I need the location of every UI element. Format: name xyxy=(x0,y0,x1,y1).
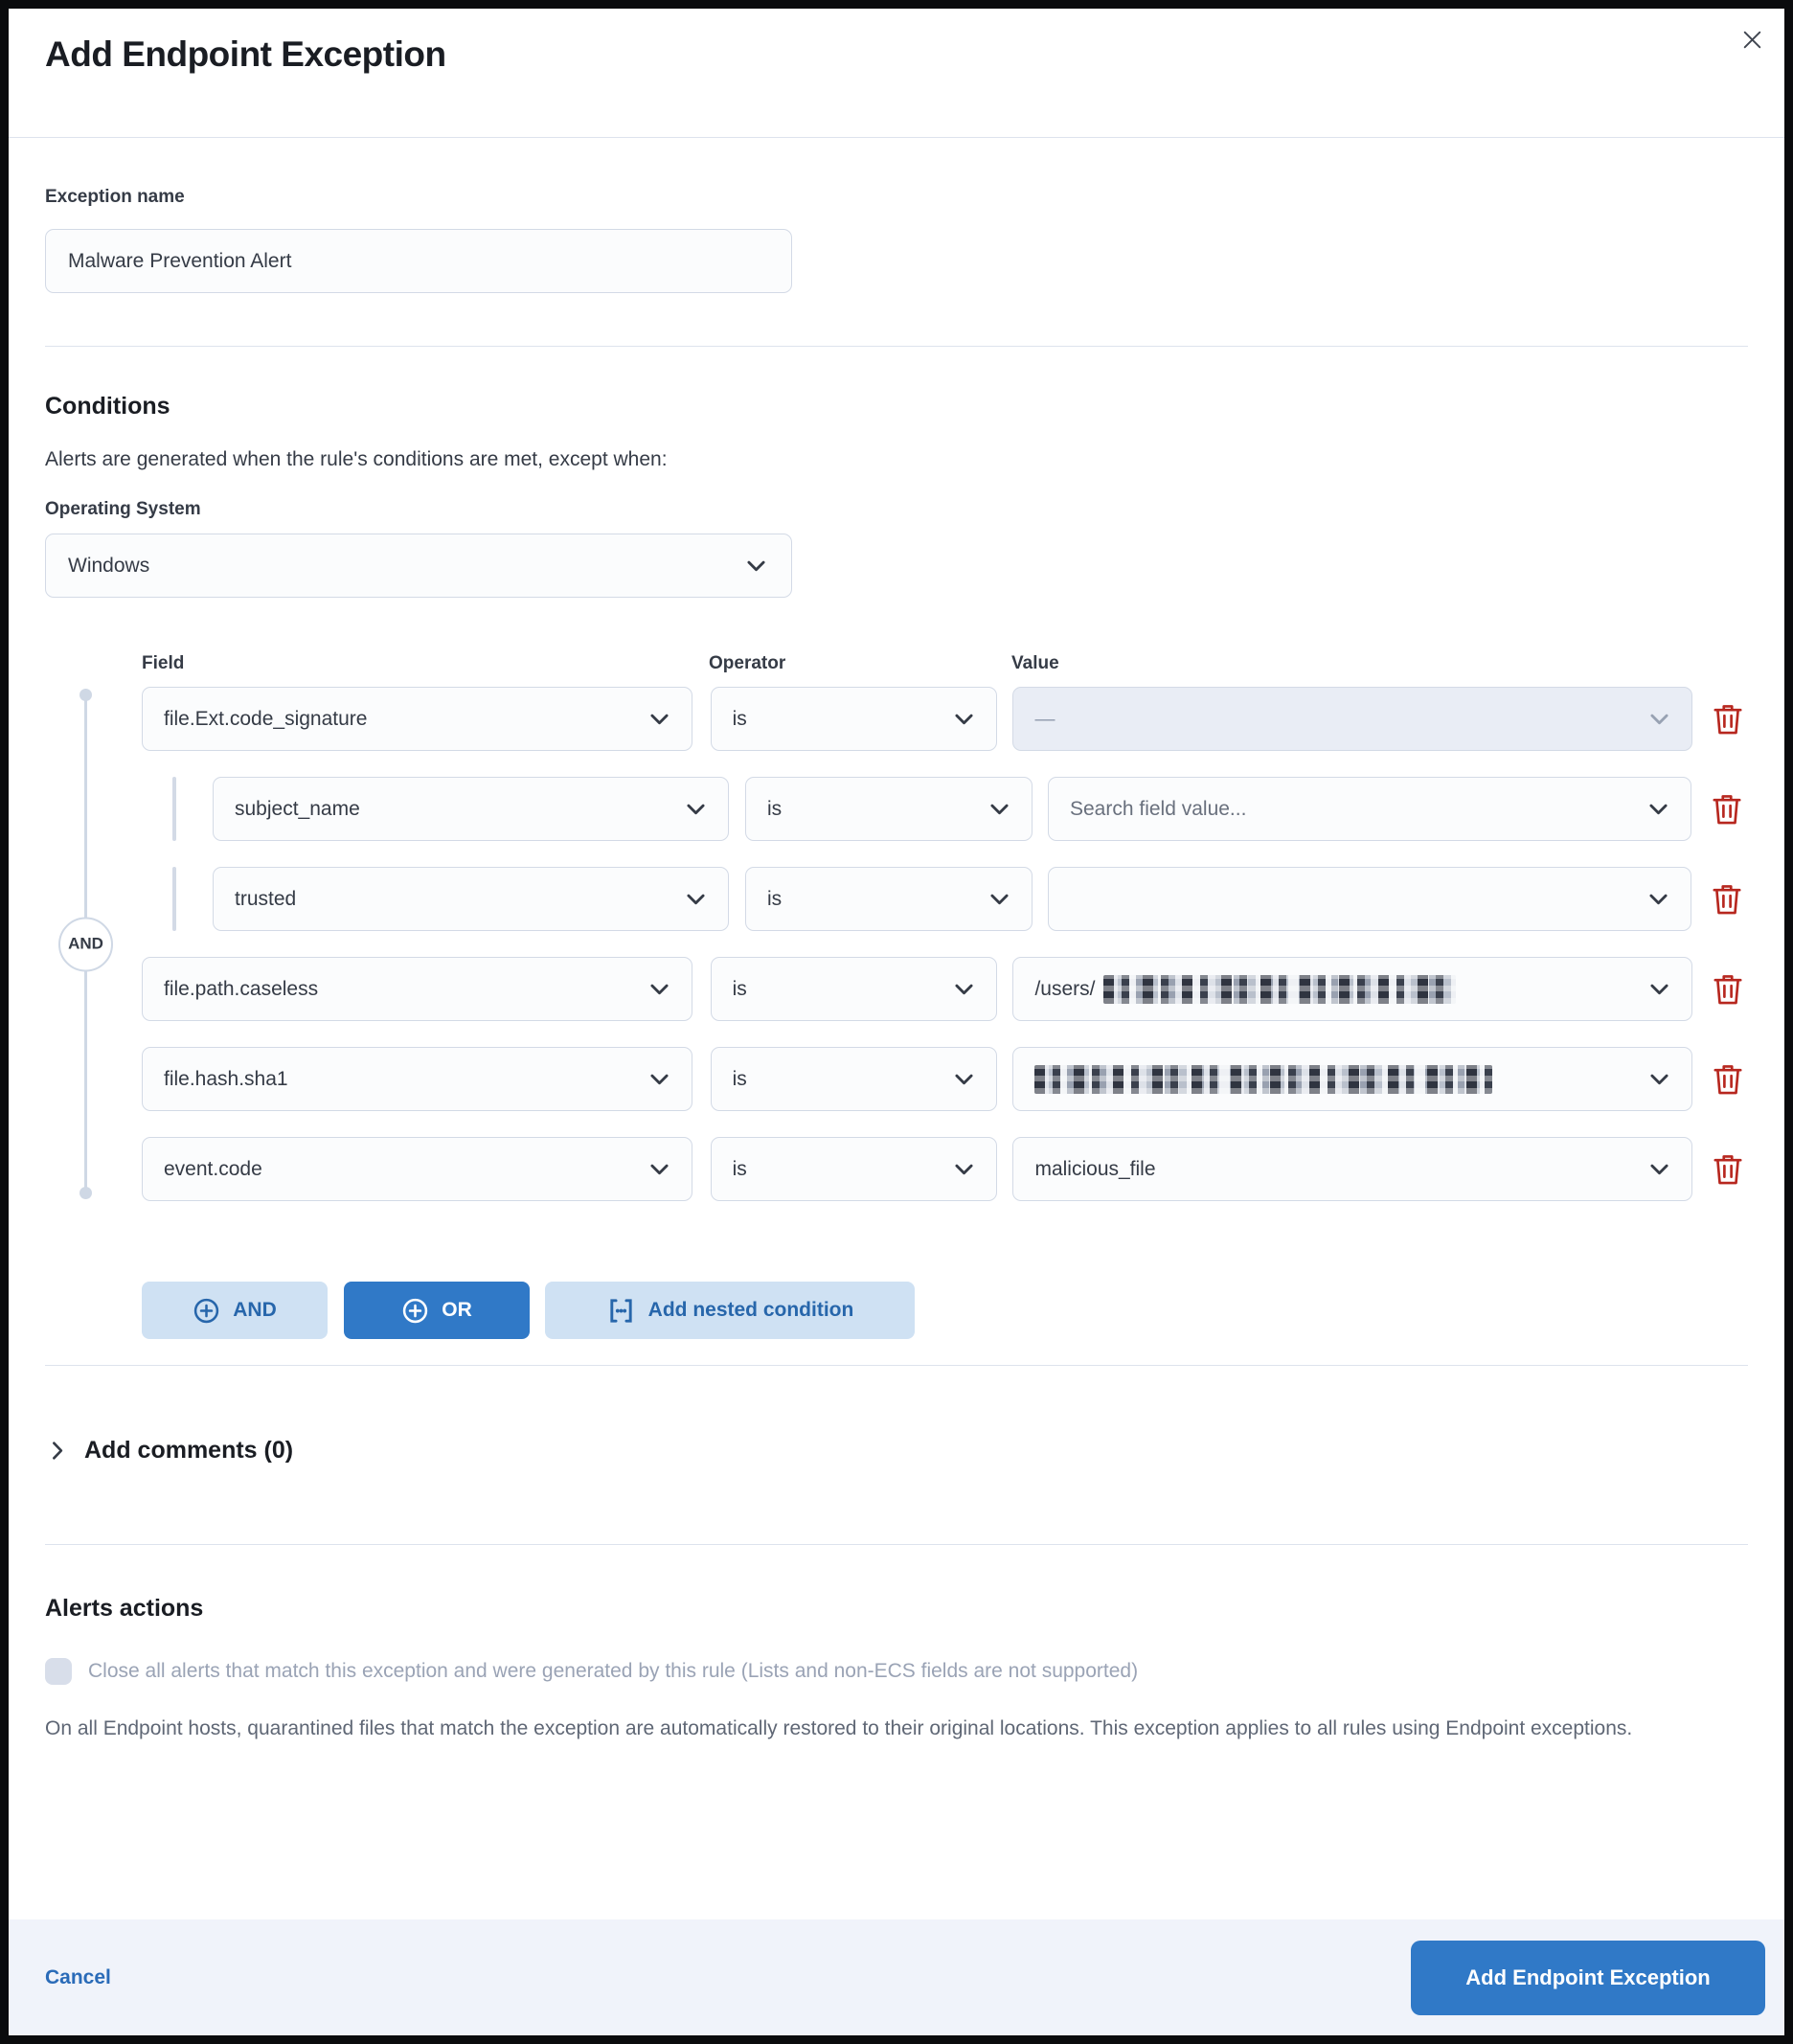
builder-column-headers xyxy=(142,653,1748,674)
add-and-condition-button[interactable] xyxy=(142,1282,328,1339)
chevron-down-icon xyxy=(683,886,709,912)
and-button-label: AND xyxy=(233,1299,277,1321)
nested-button-label: Add nested condition xyxy=(647,1299,854,1321)
operator-column-header: Operator xyxy=(709,653,786,673)
value-select-disabled xyxy=(1012,687,1692,751)
delete-condition-button[interactable] xyxy=(1707,789,1747,829)
condition-builder xyxy=(45,653,1748,1339)
field-select[interactable] xyxy=(142,687,692,751)
value-select[interactable] xyxy=(1048,777,1691,841)
add-comments-toggle[interactable] xyxy=(45,1437,293,1465)
operator-select[interactable] xyxy=(711,1047,998,1111)
modal-footer xyxy=(9,1919,1784,2035)
builder-buttons xyxy=(142,1282,1748,1339)
chevron-down-icon xyxy=(1645,796,1671,822)
or-button-label: OR xyxy=(442,1299,472,1321)
close-alerts-checkbox-label: Close all alerts that match this exception and were generated by this rule (Lists and non-ECS fields are not supported) xyxy=(88,1660,1139,1682)
operator-value: is xyxy=(732,977,747,1000)
chevron-down-icon xyxy=(951,1156,977,1182)
operator-value: is xyxy=(732,707,747,730)
delete-condition-button[interactable] xyxy=(1707,879,1747,920)
field-select[interactable] xyxy=(142,957,692,1021)
add-comments-label: Add comments (0) xyxy=(84,1437,294,1464)
field-value: file.path.caseless xyxy=(164,977,319,1000)
field-value: subject_name xyxy=(235,797,360,820)
condition-row xyxy=(142,957,1748,1021)
value-text: malicious_file xyxy=(1034,1157,1156,1180)
close-button[interactable] xyxy=(1735,22,1769,57)
delete-condition-button[interactable] xyxy=(1708,1059,1748,1100)
trash-icon xyxy=(1711,793,1743,826)
field-value: trusted xyxy=(235,887,297,910)
operator-value: is xyxy=(732,1067,747,1090)
redacted-value xyxy=(1034,1065,1492,1094)
operator-value: is xyxy=(767,887,783,910)
chevron-down-icon xyxy=(987,796,1012,822)
condition-row xyxy=(142,1047,1748,1111)
trash-icon xyxy=(1712,1063,1744,1096)
divider xyxy=(45,346,1748,347)
endpoint-exception-note: On all Endpoint hosts, quarantined files that match the exception are automatically restored to their original locations. This exception applies to all rules using Endpoint exceptions. xyxy=(45,1717,1633,1739)
builder-rows xyxy=(45,687,1748,1201)
conditions-heading: Conditions xyxy=(45,393,170,420)
operating-system-select[interactable] xyxy=(45,534,792,598)
exception-name-value: Malware Prevention Alert xyxy=(68,249,292,272)
trash-icon xyxy=(1712,1153,1744,1186)
plus-circle-icon xyxy=(193,1297,220,1325)
trash-icon xyxy=(1712,703,1744,736)
chevron-down-icon xyxy=(743,553,769,579)
chevron-down-icon xyxy=(951,706,977,732)
field-select[interactable] xyxy=(213,777,729,841)
field-select[interactable] xyxy=(213,867,729,931)
add-endpoint-exception-button[interactable]: Add Endpoint Exception xyxy=(1411,1941,1765,2015)
field-select[interactable] xyxy=(142,1137,692,1201)
value-column-header: Value xyxy=(1011,653,1059,673)
field-value: file.Ext.code_signature xyxy=(164,707,368,730)
checkbox-disabled xyxy=(45,1658,72,1685)
exception-name-label: Exception name xyxy=(45,187,185,207)
trash-icon xyxy=(1711,883,1743,916)
condition-row xyxy=(142,687,1748,751)
delete-condition-button[interactable] xyxy=(1708,699,1748,739)
nested-rail xyxy=(172,867,176,931)
operator-select[interactable] xyxy=(711,1137,998,1201)
nested-condition-icon xyxy=(606,1296,636,1326)
field-value: event.code xyxy=(164,1157,262,1180)
value-select[interactable] xyxy=(1048,867,1691,931)
field-select[interactable] xyxy=(142,1047,692,1111)
divider xyxy=(45,1365,1748,1366)
chevron-down-icon xyxy=(1645,886,1671,912)
alerts-actions-heading: Alerts actions xyxy=(45,1595,204,1622)
nested-rail xyxy=(172,777,176,841)
exception-name-input[interactable] xyxy=(45,229,792,293)
operator-select[interactable] xyxy=(745,867,1033,931)
value-select[interactable] xyxy=(1012,1137,1692,1201)
value-select[interactable] xyxy=(1012,1047,1692,1111)
modal-title: Add Endpoint Exception xyxy=(45,34,446,74)
operator-select[interactable] xyxy=(711,687,998,751)
condition-row-nested xyxy=(213,777,1748,841)
field-value: file.hash.sha1 xyxy=(164,1067,288,1090)
add-or-condition-button[interactable] xyxy=(344,1282,530,1339)
chevron-right-icon xyxy=(45,1439,69,1463)
field-column-header: Field xyxy=(142,653,185,673)
cancel-button[interactable]: Cancel xyxy=(45,1965,111,1988)
chevron-down-icon xyxy=(1646,706,1672,732)
value-empty-dash: — xyxy=(1034,707,1055,730)
operator-value: is xyxy=(767,797,783,820)
trash-icon xyxy=(1712,973,1744,1006)
close-icon xyxy=(1740,28,1764,52)
operator-select[interactable] xyxy=(711,957,998,1021)
delete-condition-button[interactable] xyxy=(1708,969,1748,1010)
chevron-down-icon xyxy=(647,976,672,1002)
chevron-down-icon xyxy=(1646,1066,1672,1092)
add-nested-condition-button[interactable] xyxy=(545,1282,915,1339)
redacted-value xyxy=(1103,975,1456,1004)
chevron-down-icon xyxy=(1646,1156,1672,1182)
condition-row xyxy=(142,1137,1748,1201)
chevron-down-icon xyxy=(683,796,709,822)
operator-select[interactable] xyxy=(745,777,1033,841)
modal-body xyxy=(9,138,1784,1919)
chevron-down-icon xyxy=(647,706,672,732)
chevron-down-icon xyxy=(951,1066,977,1092)
value-path-prefix: /users/ xyxy=(1034,977,1096,1000)
value-placeholder: Search field value... xyxy=(1070,797,1247,820)
chevron-down-icon xyxy=(647,1066,672,1092)
chevron-down-icon xyxy=(1646,976,1672,1002)
operating-system-value: Windows xyxy=(68,554,150,577)
operating-system-label: Operating System xyxy=(45,499,201,519)
conditions-description: Alerts are generated when the rule's conditions are met, except when: xyxy=(45,448,668,470)
chevron-down-icon xyxy=(987,886,1012,912)
close-alerts-checkbox-row xyxy=(45,1658,1748,1685)
operator-value: is xyxy=(732,1157,747,1180)
condition-row-nested xyxy=(213,867,1748,931)
value-select[interactable] xyxy=(1012,957,1692,1021)
delete-condition-button[interactable] xyxy=(1708,1149,1748,1190)
modal-header xyxy=(9,9,1784,138)
plus-circle-icon xyxy=(401,1297,429,1325)
chevron-down-icon xyxy=(647,1156,672,1182)
and-connector-badge: AND xyxy=(58,917,113,971)
chevron-down-icon xyxy=(951,976,977,1002)
divider xyxy=(45,1544,1748,1545)
